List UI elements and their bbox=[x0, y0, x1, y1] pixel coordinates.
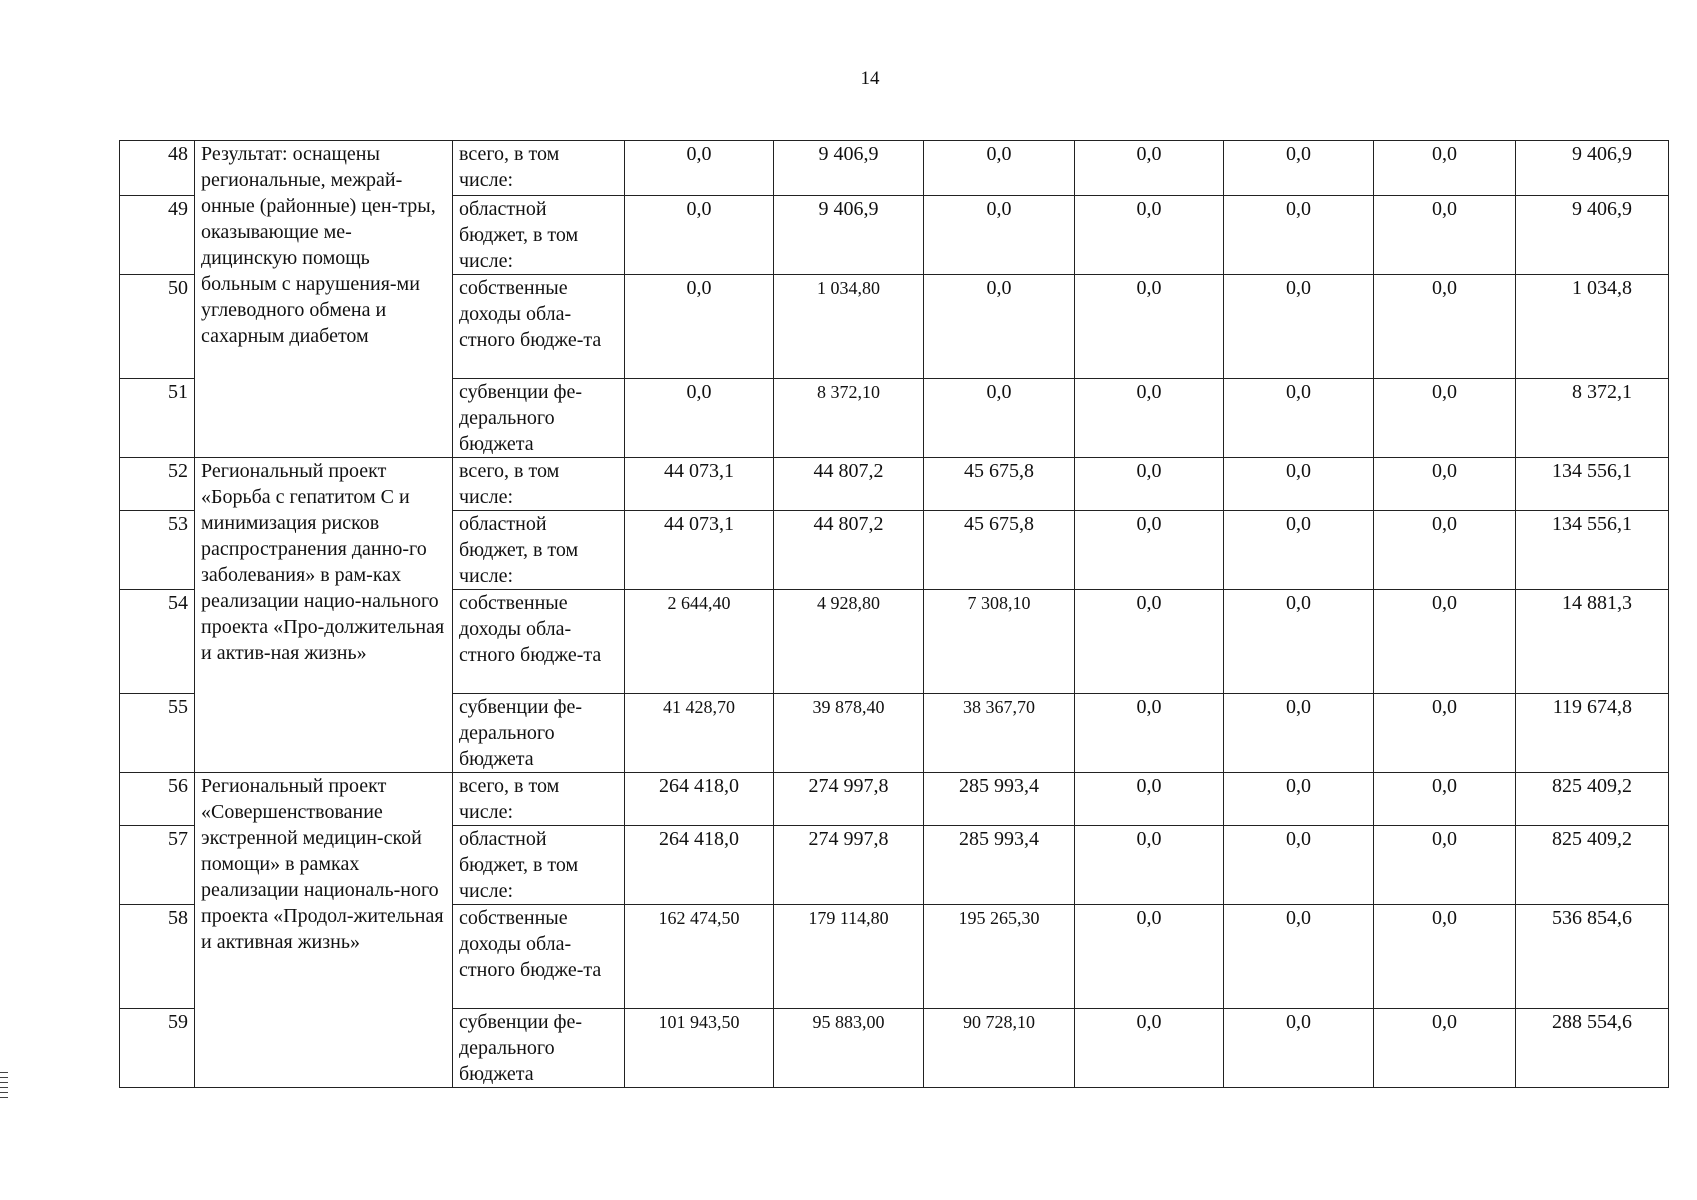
value-cell: 0,0 bbox=[1374, 773, 1516, 826]
value-cell: 0,0 bbox=[625, 379, 774, 458]
value-cell: 285 993,4 bbox=[924, 826, 1075, 905]
funding-source: всего, в том числе: bbox=[453, 458, 625, 511]
value-cell: 0,0 bbox=[1374, 905, 1516, 1009]
value-cell: 0,0 bbox=[1075, 590, 1224, 694]
value-cell: 0,0 bbox=[1374, 141, 1516, 196]
value-cell: 44 807,2 bbox=[774, 458, 924, 511]
total-cell: 825 409,2 bbox=[1516, 826, 1669, 905]
row-number: 56 bbox=[120, 773, 195, 826]
total-cell: 14 881,3 bbox=[1516, 590, 1669, 694]
value-cell: 0,0 bbox=[1075, 826, 1224, 905]
value-cell: 0,0 bbox=[1224, 196, 1374, 275]
value-cell: 45 675,8 bbox=[924, 511, 1075, 590]
row-number: 49 bbox=[120, 196, 195, 275]
page-number: 14 bbox=[860, 68, 880, 89]
total-cell: 134 556,1 bbox=[1516, 511, 1669, 590]
margin-mark bbox=[0, 1072, 8, 1102]
value-cell: 0,0 bbox=[1224, 905, 1374, 1009]
value-cell: 0,0 bbox=[1374, 458, 1516, 511]
table-row bbox=[120, 773, 1669, 826]
row-number: 51 bbox=[120, 379, 195, 458]
funding-source: собственные доходы обла-стного бюдже-та bbox=[453, 590, 625, 694]
row-number: 54 bbox=[120, 590, 195, 694]
value-cell: 9 406,9 bbox=[774, 196, 924, 275]
value-cell: 0,0 bbox=[1374, 196, 1516, 275]
row-number: 48 bbox=[120, 141, 195, 196]
total-cell: 9 406,9 bbox=[1516, 196, 1669, 275]
total-cell: 825 409,2 bbox=[1516, 773, 1669, 826]
value-cell: 285 993,4 bbox=[924, 773, 1075, 826]
value-cell: 0,0 bbox=[1075, 275, 1224, 379]
row-number: 53 bbox=[120, 511, 195, 590]
value-cell: 0,0 bbox=[924, 275, 1075, 379]
value-cell: 1 034,80 bbox=[774, 275, 924, 379]
value-cell: 0,0 bbox=[1374, 379, 1516, 458]
value-cell: 0,0 bbox=[1224, 379, 1374, 458]
row-number: 50 bbox=[120, 275, 195, 379]
value-cell: 0,0 bbox=[1224, 694, 1374, 773]
value-cell: 0,0 bbox=[1224, 773, 1374, 826]
row-description: Результат: оснащены региональные, межрай-онные (районные) цен-тры, оказывающие ме-дицинскую помощь больным с нарушения-ми углеводного обмена и сахарным диабетом bbox=[195, 141, 453, 458]
budget-table bbox=[119, 140, 1669, 1088]
value-cell: 274 997,8 bbox=[774, 826, 924, 905]
value-cell: 0,0 bbox=[924, 379, 1075, 458]
total-cell: 536 854,6 bbox=[1516, 905, 1669, 1009]
value-cell: 0,0 bbox=[1224, 826, 1374, 905]
value-cell: 0,0 bbox=[924, 196, 1075, 275]
value-cell: 0,0 bbox=[1374, 590, 1516, 694]
total-cell: 9 406,9 bbox=[1516, 141, 1669, 196]
value-cell: 0,0 bbox=[625, 275, 774, 379]
value-cell: 101 943,50 bbox=[625, 1009, 774, 1088]
value-cell: 0,0 bbox=[1224, 1009, 1374, 1088]
value-cell: 274 997,8 bbox=[774, 773, 924, 826]
row-number: 58 bbox=[120, 905, 195, 1009]
total-cell: 288 554,6 bbox=[1516, 1009, 1669, 1088]
funding-source: собственные доходы обла-стного бюдже-та bbox=[453, 275, 625, 379]
row-number: 59 bbox=[120, 1009, 195, 1088]
value-cell: 45 675,8 bbox=[924, 458, 1075, 511]
value-cell: 2 644,40 bbox=[625, 590, 774, 694]
value-cell: 0,0 bbox=[625, 196, 774, 275]
value-cell: 0,0 bbox=[1224, 590, 1374, 694]
value-cell: 0,0 bbox=[1224, 511, 1374, 590]
funding-source: областной бюджет, в том числе: bbox=[453, 826, 625, 905]
value-cell: 0,0 bbox=[1374, 694, 1516, 773]
value-cell: 38 367,70 bbox=[924, 694, 1075, 773]
value-cell: 162 474,50 bbox=[625, 905, 774, 1009]
funding-source: областной бюджет, в том числе: bbox=[453, 196, 625, 275]
value-cell: 0,0 bbox=[1075, 458, 1224, 511]
row-number: 55 bbox=[120, 694, 195, 773]
value-cell: 179 114,80 bbox=[774, 905, 924, 1009]
row-description: Региональный проект «Борьба с гепатитом С и минимизация рисков распространения данно-го заболевания» в рам-ках реализации нацио-нального проекта «Про-должительная и актив-ная жизнь» bbox=[195, 458, 453, 773]
value-cell: 0,0 bbox=[625, 141, 774, 196]
table-row bbox=[120, 141, 1669, 196]
value-cell: 0,0 bbox=[1224, 458, 1374, 511]
value-cell: 44 073,1 bbox=[625, 511, 774, 590]
value-cell: 8 372,10 bbox=[774, 379, 924, 458]
funding-source: собственные доходы обла-стного бюдже-та bbox=[453, 905, 625, 1009]
value-cell: 39 878,40 bbox=[774, 694, 924, 773]
value-cell: 0,0 bbox=[1374, 826, 1516, 905]
funding-source: субвенции фе-дерального бюджета bbox=[453, 694, 625, 773]
value-cell: 0,0 bbox=[1075, 141, 1224, 196]
value-cell: 7 308,10 bbox=[924, 590, 1075, 694]
value-cell: 0,0 bbox=[1374, 1009, 1516, 1088]
value-cell: 0,0 bbox=[1224, 141, 1374, 196]
table-row bbox=[120, 458, 1669, 511]
funding-source: областной бюджет, в том числе: bbox=[453, 511, 625, 590]
value-cell: 264 418,0 bbox=[625, 773, 774, 826]
value-cell: 0,0 bbox=[1224, 275, 1374, 379]
row-number: 52 bbox=[120, 458, 195, 511]
value-cell: 4 928,80 bbox=[774, 590, 924, 694]
value-cell: 0,0 bbox=[1075, 694, 1224, 773]
value-cell: 90 728,10 bbox=[924, 1009, 1075, 1088]
row-number: 57 bbox=[120, 826, 195, 905]
funding-source: всего, в том числе: bbox=[453, 141, 625, 196]
value-cell: 41 428,70 bbox=[625, 694, 774, 773]
total-cell: 8 372,1 bbox=[1516, 379, 1669, 458]
value-cell: 0,0 bbox=[1075, 196, 1224, 275]
funding-source: субвенции фе-дерального бюджета bbox=[453, 379, 625, 458]
total-cell: 1 034,8 bbox=[1516, 275, 1669, 379]
total-cell: 134 556,1 bbox=[1516, 458, 1669, 511]
value-cell: 0,0 bbox=[1075, 1009, 1224, 1088]
value-cell: 95 883,00 bbox=[774, 1009, 924, 1088]
funding-source: субвенции фе-дерального бюджета bbox=[453, 1009, 625, 1088]
value-cell: 264 418,0 bbox=[625, 826, 774, 905]
value-cell: 0,0 bbox=[1075, 905, 1224, 1009]
funding-source: всего, в том числе: bbox=[453, 773, 625, 826]
value-cell: 0,0 bbox=[1075, 773, 1224, 826]
value-cell: 0,0 bbox=[1374, 275, 1516, 379]
value-cell: 0,0 bbox=[1075, 511, 1224, 590]
total-cell: 119 674,8 bbox=[1516, 694, 1669, 773]
value-cell: 44 807,2 bbox=[774, 511, 924, 590]
value-cell: 44 073,1 bbox=[625, 458, 774, 511]
row-description: Региональный проект «Совершенствование экстренной медицин-ской помощи» в рамках реализации националь-ного проекта «Продол-жительная и активная жизнь» bbox=[195, 773, 453, 1088]
value-cell: 0,0 bbox=[1374, 511, 1516, 590]
value-cell: 0,0 bbox=[1075, 379, 1224, 458]
value-cell: 9 406,9 bbox=[774, 141, 924, 196]
value-cell: 195 265,30 bbox=[924, 905, 1075, 1009]
value-cell: 0,0 bbox=[924, 141, 1075, 196]
